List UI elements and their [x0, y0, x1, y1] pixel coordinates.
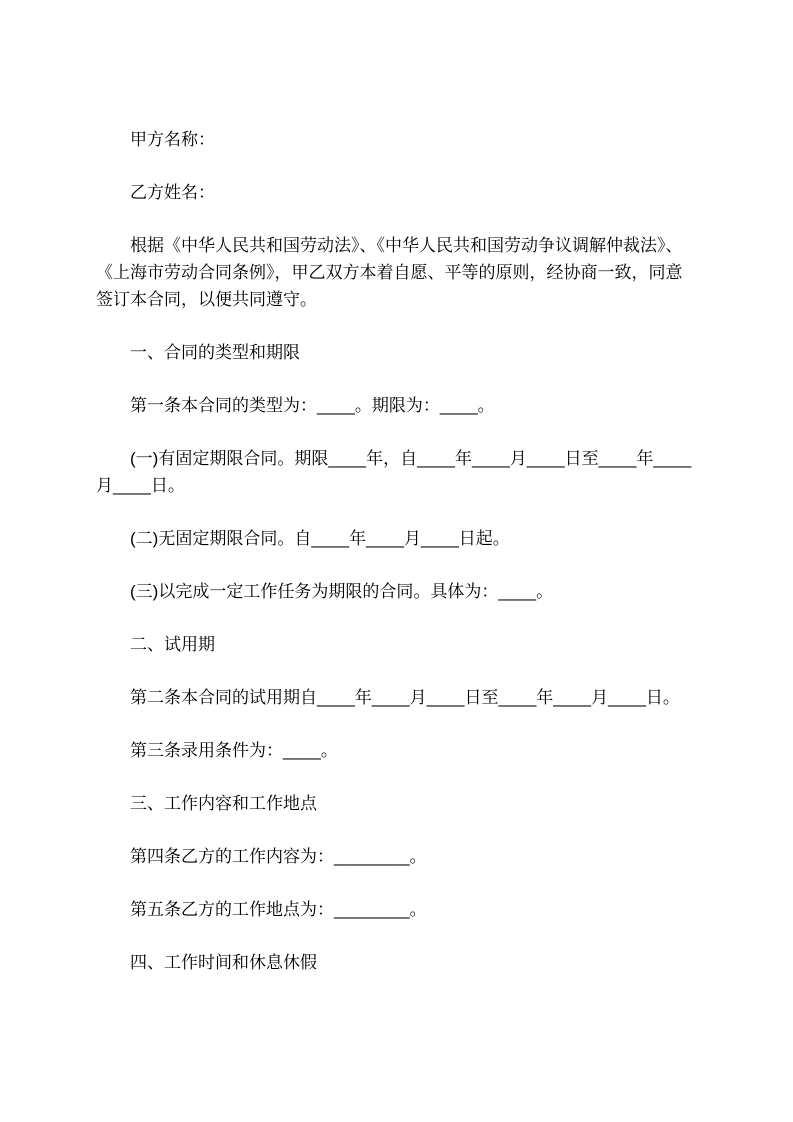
section-3-heading: 三、工作内容和工作地点 — [130, 794, 317, 813]
article-1-item-2: (二)无固定期限合同。自____年____月____日起。 — [130, 529, 510, 548]
section-4-heading: 四、工作时间和休息休假 — [130, 953, 317, 972]
section-2-heading: 二、试用期 — [130, 635, 215, 654]
preamble-paragraph: 根据《中华人民共和国劳动法》、《中华人民共和国劳动争议调解仲裁法》、《上海市劳动合同条例》，甲乙双方本着自愿、平等的原则，经协商一致，同意签订本合同，以便共同遵守。 — [96, 236, 683, 309]
article-4-paragraph: 第四条乙方的工作内容为：________。 — [130, 847, 427, 866]
article-1-item-1: (一)有固定期限合同。期限____年，自____年____月____日至____年____月____日。 — [96, 449, 692, 495]
article-3-paragraph: 第三条录用条件为：____。 — [130, 741, 338, 760]
article-1-item-3: (三)以完成一定工作任务为期限的合同。具体为：____。 — [130, 582, 554, 601]
article-5-paragraph: 第五条乙方的工作地点为：________。 — [130, 900, 427, 919]
article-2-paragraph: 第二条本合同的试用期自____年____月____日至____年____月____日。 — [130, 688, 680, 707]
section-1-heading: 一、合同的类型和期限 — [130, 343, 300, 362]
party-a-name-line: 甲方名称： — [130, 130, 215, 149]
article-1-paragraph: 第一条本合同的类型为：____。期限为：____。 — [130, 396, 495, 415]
party-b-name-line: 乙方姓名： — [130, 183, 215, 202]
